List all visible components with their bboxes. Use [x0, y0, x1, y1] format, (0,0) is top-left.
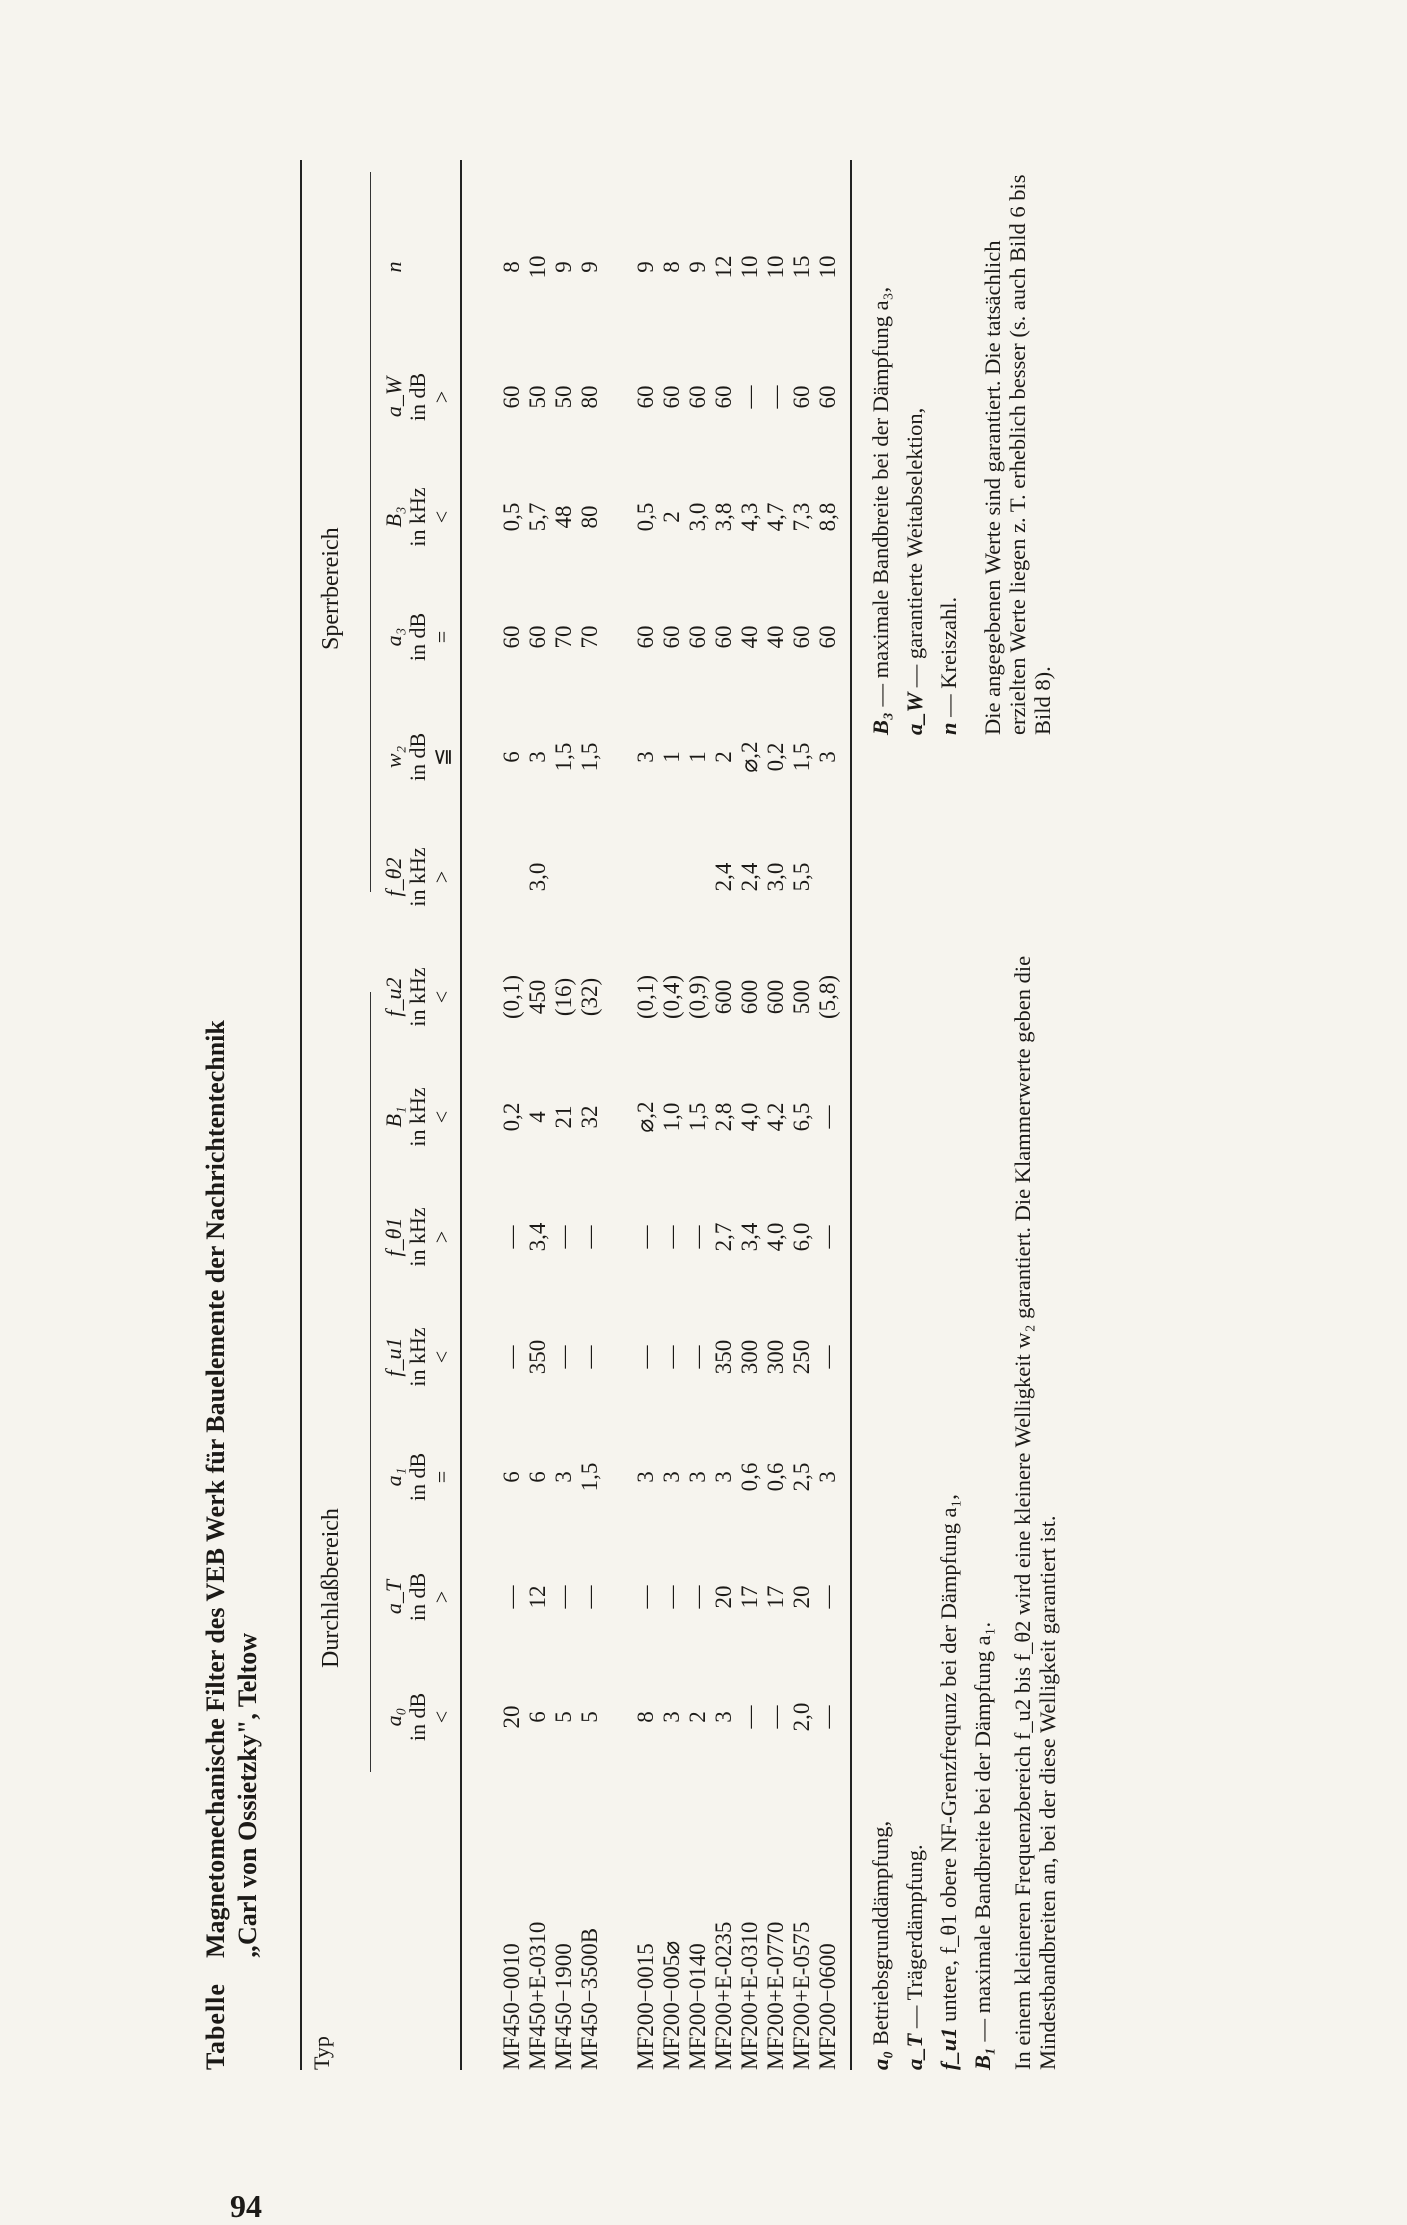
column-header-unit: in dB — [405, 372, 430, 422]
column-header-op: > — [429, 1590, 454, 1604]
table-cell: — — [763, 385, 788, 409]
footnote-symbol: a_T — [902, 2028, 927, 2070]
column-header — [382, 1422, 454, 1532]
table-cell: 10 — [737, 255, 762, 279]
footnote-line — [902, 408, 927, 735]
column-header-unit: in dB — [405, 1572, 430, 1622]
section-pass-line — [370, 992, 371, 1772]
cell-typ: MF450−3500B — [577, 1927, 602, 2070]
table-cell: 60 — [815, 385, 840, 409]
table-cell: 48 — [551, 505, 576, 529]
table-cell: 5,5 — [789, 862, 814, 892]
table-cell: 10 — [763, 255, 788, 279]
footnote-line — [902, 1844, 927, 2070]
table-cell: 50 — [525, 385, 550, 409]
footnote-symbol: B₁ — [970, 2041, 995, 2070]
column-header-op: < — [429, 990, 454, 1004]
table-cell: (0,1) — [633, 974, 658, 1020]
table-cell: 6,0 — [789, 1222, 814, 1252]
table-cell: 1,5 — [685, 1102, 710, 1132]
table-cell: (0,9) — [685, 974, 710, 1020]
table-cell: 60 — [499, 385, 524, 409]
table-cell: — — [737, 385, 762, 409]
table-cell: 70 — [577, 625, 602, 649]
title-label: Tabelle — [201, 1983, 230, 2070]
table-cell: (0,1) — [499, 974, 524, 1020]
rotated-page — [200, 140, 1250, 2224]
table-cell: — — [659, 1345, 684, 1369]
table-cell: 10 — [525, 255, 550, 279]
table-cell: 2,4 — [737, 862, 762, 892]
cell-typ: MF200+E-0770 — [763, 1921, 788, 2070]
table-cell: 1,5 — [577, 1462, 602, 1492]
column-header-sym: a_T — [381, 1579, 406, 1615]
footnote-text: — Trägerdämpfung. — [902, 1844, 927, 2029]
page-number: 94 — [230, 2188, 262, 2224]
column-header-sym: a₁ — [381, 1467, 406, 1487]
table-cell: — — [577, 1585, 602, 1609]
table-cell: 9 — [633, 261, 658, 273]
column-header-sym: w₂ — [381, 745, 406, 769]
table-cell: 3 — [525, 751, 550, 763]
table-cell: 3,8 — [711, 502, 736, 532]
table-cell: 20 — [499, 1705, 524, 1729]
cell-typ: MF200+E-0310 — [737, 1921, 762, 2070]
column-header — [382, 212, 406, 322]
table-cell: 60 — [659, 625, 684, 649]
column-header-unit: in dB — [405, 1452, 430, 1502]
table-cell: (0,4) — [659, 974, 684, 1020]
section-pass-label: Durchlaßbereich — [318, 1508, 344, 1668]
footnote-paragraph-left: In einem kleineren Frequenzbereich f_u2 bis f_θ2 wird eine kleinere Welligkeit w₂ garantiert. Die Klammerwerte geben die Mindestbandbreiten an, bei der diese Welligkeit garantiert ist. — [1010, 955, 1060, 2070]
footnote-line — [970, 1622, 995, 2070]
table-cell: 3 — [711, 1471, 736, 1483]
table-cell: 3 — [659, 1711, 684, 1723]
table-cell: 600 — [763, 979, 788, 1015]
table-cell: 0,6 — [737, 1462, 762, 1492]
table-cell: 12 — [525, 1585, 550, 1609]
footnote-line — [936, 597, 961, 735]
table-cell: 8,8 — [815, 502, 840, 532]
column-header-unit: in dB — [405, 612, 430, 662]
table-cell: 40 — [763, 625, 788, 649]
table-cell: 2 — [685, 1711, 710, 1723]
column-header-sym: f_u1 — [381, 1337, 406, 1377]
column-header-op: > — [429, 1230, 454, 1244]
table-cell: 8 — [499, 261, 524, 273]
section-stop-line — [370, 172, 371, 892]
table-cell: 450 — [525, 979, 550, 1015]
table-cell: 60 — [685, 625, 710, 649]
column-header — [382, 822, 454, 932]
table-cell: — — [633, 1345, 658, 1369]
table-cell: — — [763, 1705, 788, 1729]
table-cell: — — [815, 1345, 840, 1369]
column-header-op: ≦ — [429, 747, 454, 767]
table-cell: 2,5 — [789, 1462, 814, 1492]
table-cell: 20 — [789, 1585, 814, 1609]
table-cell: 17 — [737, 1585, 762, 1609]
table-cell: 350 — [525, 1339, 550, 1375]
table-cell: 3,0 — [525, 862, 550, 892]
table-cell: 60 — [499, 625, 524, 649]
table-cell: 5,7 — [525, 502, 550, 532]
table-cell: 3 — [551, 1471, 576, 1483]
table-cell: 60 — [815, 625, 840, 649]
column-header-sym: f_θ2 — [381, 857, 406, 897]
table-cell: — — [685, 1585, 710, 1609]
table-cell: 60 — [789, 385, 814, 409]
table-cell: 8 — [659, 261, 684, 273]
table-cell: 5 — [551, 1711, 576, 1723]
footnote-text: — maximale Bandbreite bei der Dämpfung a₁. — [970, 1621, 995, 2042]
table-cell: 0,6 — [763, 1462, 788, 1492]
column-header-op: < — [429, 510, 454, 524]
table-cell: 4,7 — [763, 502, 788, 532]
footnote-text: — Kreiszahl. — [936, 596, 961, 717]
column-header — [382, 582, 454, 692]
table-cell: 1,5 — [789, 742, 814, 772]
table-cell: 3,4 — [737, 1222, 762, 1252]
table-cell: 10 — [815, 255, 840, 279]
table-cell: 15 — [789, 255, 814, 279]
table-cell: — — [633, 1585, 658, 1609]
table-cell: 70 — [551, 625, 576, 649]
footnote-symbol: f_u1 — [936, 2021, 961, 2070]
table-cell: 6 — [499, 751, 524, 763]
table-cell: 3 — [815, 751, 840, 763]
table-cell: — — [659, 1225, 684, 1249]
column-header-sym: a_W — [381, 376, 406, 418]
table-cell: — — [685, 1345, 710, 1369]
table-cell: — — [577, 1345, 602, 1369]
table-cell: — — [551, 1585, 576, 1609]
footnote-text: — maximale Bandbreite bei der Dämpfung a₃, — [868, 286, 893, 707]
table-cell: 6,5 — [789, 1102, 814, 1132]
table-cell: — — [499, 1225, 524, 1249]
table-cell: 80 — [577, 385, 602, 409]
table-cell: 3 — [659, 1471, 684, 1483]
table-cell: — — [551, 1345, 576, 1369]
table-cell: 0,2 — [763, 742, 788, 772]
table-cell: 4,2 — [763, 1102, 788, 1132]
footnote-line — [868, 287, 893, 735]
table-bottom-rule — [850, 160, 852, 2070]
footnote-symbol: a_W — [902, 687, 927, 735]
cell-typ: MF200+E-0575 — [789, 1921, 814, 2070]
table-cell: — — [577, 1225, 602, 1249]
cell-typ: MF450−1900 — [551, 1943, 576, 2070]
table-cell: 3 — [633, 751, 658, 763]
table-cell: 2 — [659, 511, 684, 523]
column-header — [382, 1662, 454, 1772]
table-cell: 40 — [737, 625, 762, 649]
column-header-op: < — [429, 1350, 454, 1364]
column-header-sym: B₁ — [381, 1106, 406, 1128]
column-header-sym: a₃ — [381, 627, 406, 647]
column-header-sym: a₀ — [381, 1707, 406, 1727]
table-cell: 60 — [633, 385, 658, 409]
table-cell: 500 — [789, 979, 814, 1015]
column-header-op: < — [429, 1710, 454, 1724]
table-cell: (5,8) — [815, 974, 840, 1020]
column-header-unit: in kHz — [405, 487, 430, 547]
title-line2: „Carl von Ossietzky", Teltow — [233, 1633, 262, 1958]
table-cell: 5 — [577, 1711, 602, 1723]
table-cell: 300 — [737, 1339, 762, 1375]
table-cell: 60 — [659, 385, 684, 409]
table-cell: — — [659, 1585, 684, 1609]
cell-typ: MF200−0140 — [685, 1943, 710, 2070]
typ-header: Typ — [309, 2036, 334, 2070]
column-header-sym: B₃ — [381, 506, 406, 528]
table-cell: 8 — [633, 1711, 658, 1723]
footnote-symbol: a₀ — [868, 2045, 893, 2070]
table-cell: 2,0 — [789, 1702, 814, 1732]
footnote-symbol: B₃ — [868, 706, 893, 735]
column-header-unit: in dB — [405, 1692, 430, 1742]
table-cell: 60 — [711, 385, 736, 409]
table-cell: 60 — [633, 625, 658, 649]
column-header — [382, 702, 454, 812]
cell-typ: MF200−005⌀ — [659, 1940, 684, 2070]
table-cell: — — [815, 1105, 840, 1129]
column-header-sym: n — [381, 261, 406, 273]
table-cell: 1 — [685, 751, 710, 763]
table-cell: 2,7 — [711, 1222, 736, 1252]
column-header-op: > — [429, 870, 454, 884]
cell-typ: MF450−0010 — [499, 1943, 524, 2070]
table-cell: 1 — [659, 751, 684, 763]
table-cell: 3 — [685, 1471, 710, 1483]
cell-typ: MF200−0600 — [815, 1943, 840, 2070]
column-header-unit: in dB — [405, 732, 430, 782]
column-header-unit: in kHz — [405, 967, 430, 1027]
table-cell: 3 — [633, 1471, 658, 1483]
table-cell: — — [737, 1705, 762, 1729]
table-cell: 7,3 — [789, 502, 814, 532]
table-cell: 9 — [577, 261, 602, 273]
table-cell: 250 — [789, 1339, 814, 1375]
table-cell: 2,4 — [711, 862, 736, 892]
table-cell: 60 — [789, 625, 814, 649]
column-header-op: > — [429, 390, 454, 404]
table-cell: 60 — [685, 385, 710, 409]
column-header-sym: f_θ1 — [381, 1217, 406, 1257]
column-header — [382, 462, 454, 572]
footnote-text: Betriebsgrunddämpfung, — [868, 1820, 893, 2046]
table-cell: 0,2 — [499, 1102, 524, 1132]
table-cell: 350 — [711, 1339, 736, 1375]
table-cell: 3 — [711, 1711, 736, 1723]
table-cell: 9 — [685, 261, 710, 273]
table-cell: 50 — [551, 385, 576, 409]
table-cell: 600 — [737, 979, 762, 1015]
table-cell: 80 — [577, 505, 602, 529]
table-cell: — — [815, 1225, 840, 1249]
column-header — [382, 1182, 454, 1292]
table-cell: 20 — [711, 1585, 736, 1609]
table-cell: 4,0 — [737, 1102, 762, 1132]
table-cell: 17 — [763, 1585, 788, 1609]
table-cell: — — [633, 1225, 658, 1249]
table-cell: 1,0 — [659, 1102, 684, 1132]
table-cell: 4,0 — [763, 1222, 788, 1252]
column-header-sym: f_u2 — [381, 977, 406, 1017]
table-cell: 2 — [711, 751, 736, 763]
cell-typ: MF450+E-0310 — [525, 1921, 550, 2070]
table-cell: 0,5 — [499, 502, 524, 532]
table-cell: — — [551, 1225, 576, 1249]
column-header-unit: in kHz — [405, 847, 430, 907]
table-cell: 12 — [711, 255, 736, 279]
column-header-unit: in kHz — [405, 1207, 430, 1267]
table-top-rule — [300, 160, 302, 2070]
title-line1: Magnetomechanische Filter des VEB Werk für Bauelemente der Nachrichtentechnik — [201, 1020, 230, 1958]
footnote-symbol: n — [936, 716, 961, 735]
header-bottom-rule — [460, 160, 462, 2070]
table-cell: 6 — [525, 1711, 550, 1723]
table-cell: 3,0 — [685, 502, 710, 532]
footnote-text: — garantierte Weitabselektion, — [902, 407, 927, 688]
table-cell: 1,5 — [551, 742, 576, 772]
table-cell: 300 — [763, 1339, 788, 1375]
column-header-unit: in kHz — [405, 1087, 430, 1147]
table-cell: (32) — [577, 977, 602, 1017]
table-cell: — — [815, 1585, 840, 1609]
table-cell: 21 — [551, 1105, 576, 1129]
table-cell: (16) — [551, 977, 576, 1017]
table-cell: — — [499, 1585, 524, 1609]
column-header-op: = — [429, 630, 454, 644]
column-header — [382, 1062, 454, 1172]
table-cell: 6 — [525, 1471, 550, 1483]
column-header-op: = — [429, 1470, 454, 1484]
table-cell: 600 — [711, 979, 736, 1015]
column-header — [382, 1302, 454, 1412]
table-cell: ⌀,2 — [633, 1101, 658, 1133]
footnote-text: untere, f_θ1 obere NF-Grenzfrequnz bei der Dämpfung a₁, — [936, 1494, 961, 2022]
column-header — [382, 942, 454, 1052]
table-cell: 60 — [711, 625, 736, 649]
section-stop-label: Sperrbereich — [318, 527, 344, 650]
table-cell: 3 — [815, 1471, 840, 1483]
table-cell: 1,5 — [577, 742, 602, 772]
table-cell: — — [685, 1225, 710, 1249]
footnote-line — [868, 1821, 893, 2070]
footnote-line — [936, 1494, 961, 2070]
table-cell: 0,5 — [633, 502, 658, 532]
column-header — [382, 1542, 454, 1652]
table-title — [200, 1020, 264, 2070]
footnote-paragraph-right: Die angegebenen Werte sind garantiert. Die tatsächlich erzielten Werte liegen z. T. erheblich besser (s. auch Bild 6 bis Bild 8). — [980, 174, 1055, 735]
table-cell: 2,8 — [711, 1102, 736, 1132]
table-cell: 4 — [525, 1111, 550, 1123]
table-cell: 3,0 — [763, 862, 788, 892]
column-header-op: < — [429, 1110, 454, 1124]
table-cell: ⌀,2 — [737, 741, 762, 773]
column-header-unit: in kHz — [405, 1327, 430, 1387]
table-cell: 32 — [577, 1105, 602, 1129]
cell-typ: MF200+E-0235 — [711, 1921, 736, 2070]
table-cell: 6 — [499, 1471, 524, 1483]
cell-typ: MF200−0015 — [633, 1943, 658, 2070]
table-cell: 4,3 — [737, 502, 762, 532]
column-header — [382, 342, 454, 452]
table-cell: 3,4 — [525, 1222, 550, 1252]
table-cell: — — [815, 1705, 840, 1729]
table-cell: 9 — [551, 261, 576, 273]
table-cell: 60 — [525, 625, 550, 649]
table-cell: — — [499, 1345, 524, 1369]
